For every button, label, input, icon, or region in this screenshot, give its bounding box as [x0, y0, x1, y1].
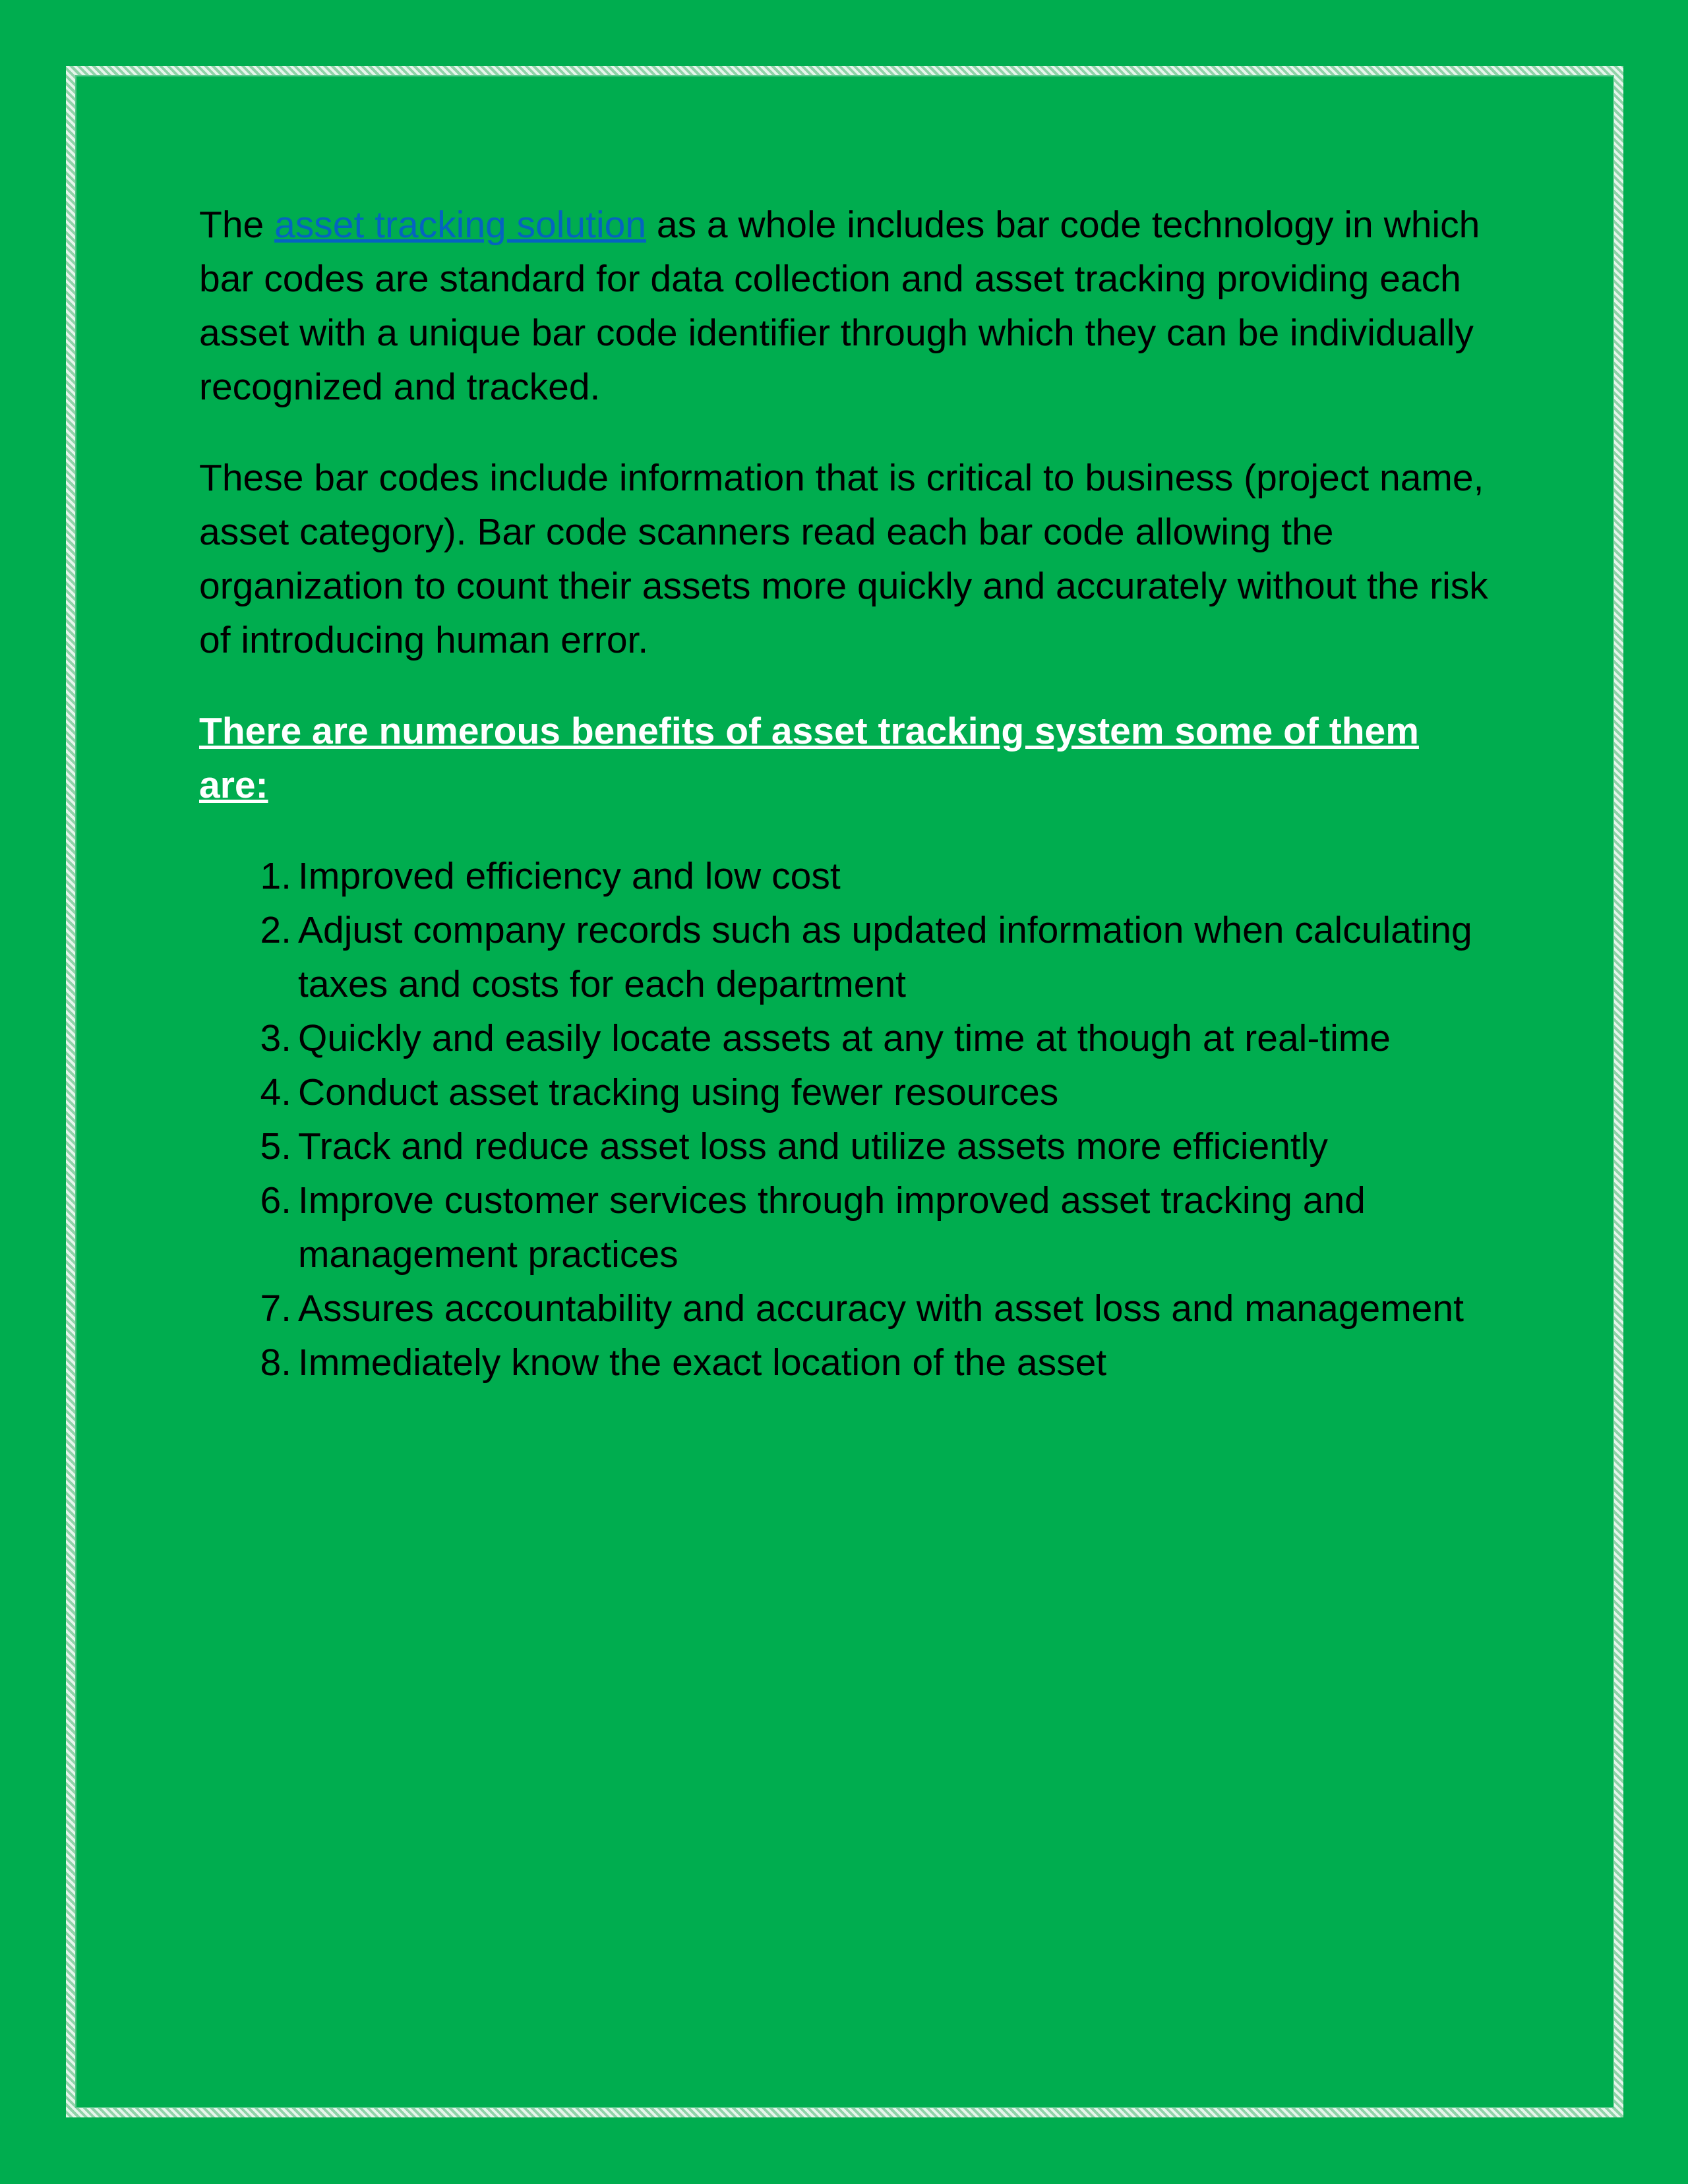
list-item [199, 1119, 1492, 1173]
list-text: Track and reduce asset loss and utilize assets more efficiently [298, 1125, 1328, 1167]
list-number: 1. [260, 855, 291, 897]
list-number: 7. [260, 1287, 291, 1330]
list-item [199, 849, 1492, 903]
list-text: Conduct asset tracking using fewer resources [298, 1071, 1059, 1113]
list-text: Quickly and easily locate assets at any time at though at real-time [298, 1017, 1391, 1059]
document-body [199, 198, 1492, 1390]
benefits-heading: There are numerous benefits of asset tracking system some of them are: [199, 710, 1419, 806]
intro-suffix: as a whole includes bar code technology in which bar codes are standard for data collection and asset tracking providing each asset with a unique bar code identifier through which they can be individually recognized and tracked. [199, 204, 1480, 408]
intro-paragraph [199, 198, 1492, 414]
list-number: 3. [260, 1017, 291, 1059]
list-item [199, 1336, 1492, 1390]
list-item [199, 1173, 1492, 1282]
intro-prefix: The [199, 204, 275, 246]
list-text: Adjust company records such as updated information when calculating taxes and costs for each department [298, 909, 1472, 1005]
list-item [199, 1065, 1492, 1119]
asset-tracking-solution-link[interactable]: asset tracking solution [274, 204, 647, 246]
benefits-list [199, 849, 1492, 1390]
list-number: 2. [260, 909, 291, 951]
barcode-paragraph: These bar codes include information that is critical to business (project name, asset category). Bar code scanners read each bar code allowing the organization to count their assets more quickly and accurately without the risk of introducing human error. [199, 457, 1488, 661]
list-item [199, 1282, 1492, 1336]
list-item [199, 1011, 1492, 1065]
list-text: Assures accountability and accuracy with asset loss and management [298, 1287, 1464, 1330]
list-item [199, 903, 1492, 1011]
list-number: 6. [260, 1179, 291, 1222]
list-number: 4. [260, 1071, 291, 1113]
list-text: Improved efficiency and low cost [298, 855, 841, 897]
list-text: Improve customer services through improved asset tracking and management practices [298, 1179, 1366, 1276]
list-number: 5. [260, 1125, 291, 1167]
list-text: Immediately know the exact location of the asset [298, 1342, 1107, 1384]
list-number: 8. [260, 1342, 291, 1384]
